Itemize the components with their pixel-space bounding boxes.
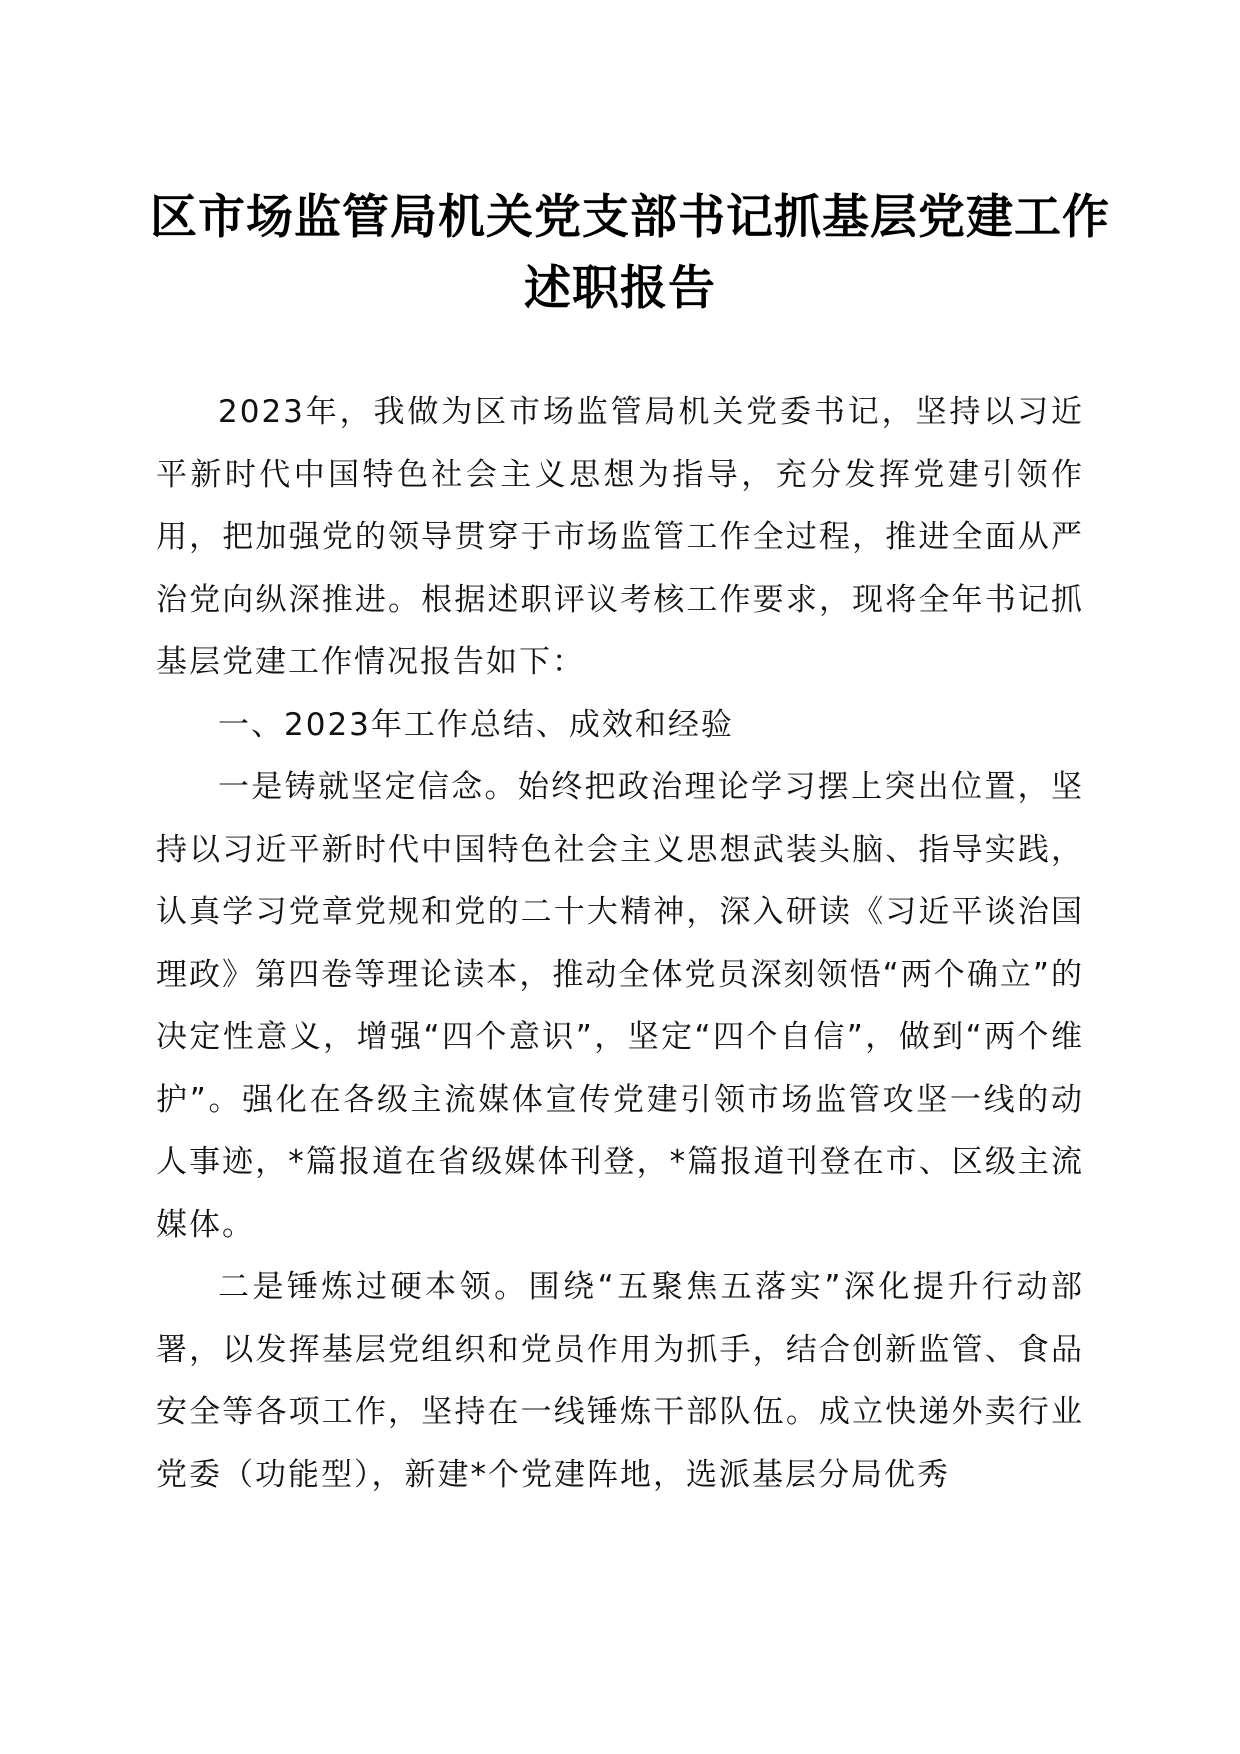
document-title-line-1: 区市场监管局机关党支部书记抓基层党建工作 [150,190,1110,245]
paragraph-skills: 二是锤炼过硬本领。围绕“五聚焦五落实”深化提升行动部署，以发挥基层党组织和党员作用为抓手，结合创新监管、食品安全等各项工作，坚持在一线锤炼干部队伍。成立快递外卖行业党委（功能型），新建*个党建阵地，选派基层分局优秀 [156,1269,1084,1493]
paragraph-firm-belief: 一是铸就坚定信念。始终把政治理论学习摆上突出位置，坚持以习近平新时代中国特色社会主义思想武装头脑、指导实践，认真学习党章党规和党的二十大精神，深入研读《习近平谈治国理政》第四卷等理论读本，推动全体党员深刻领悟“两个确立”的决定性意义，增强“四个意识”，坚定“四个自信”，做到“两个维护”。强化在各级主流媒体宣传党建引领市场监管攻坚一线的动人事迹，*篇报道在省级媒体刊登，*篇报道刊登在市、区级主流媒体。 [156,769,1084,1243]
document-body [156,381,1084,1506]
section-heading: 一、2023年工作总结、成效和经验 [218,706,734,743]
document-title-line-2: 述职报告 [524,261,716,316]
intro-paragraph: 2023年，我做为区市场监管局机关党委书记，坚持以习近平新时代中国特色社会主义思想为指导，充分发挥党建引领作用，把加强党的领导贯穿于市场监管工作全过程，推进全面从严治党向纵深推进。根据述职评议考核工作要求，现将全年书记抓基层党建工作情况报告如下： [156,394,1084,680]
